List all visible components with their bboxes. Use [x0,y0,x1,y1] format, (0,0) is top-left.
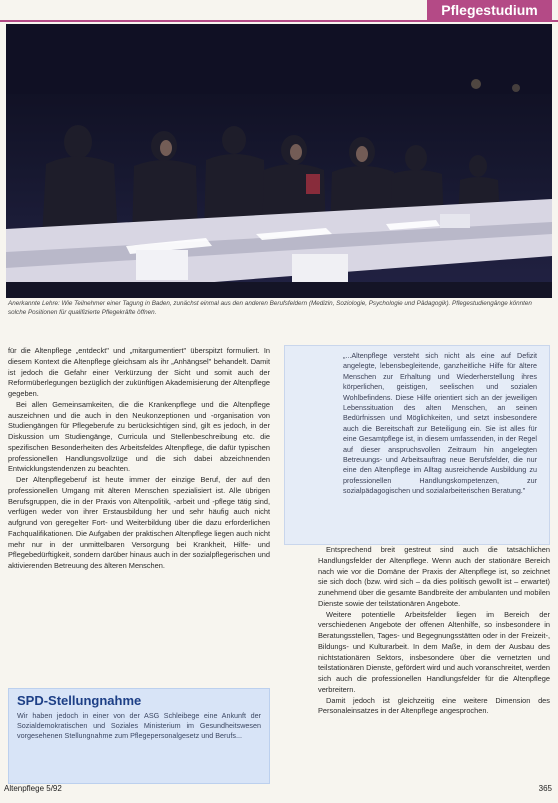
right-paragraph-2: Weitere potentielle Arbeitsfelder liegen im Bereich der verschiedenen Angebote der offenen Altenhilfe, so insbesondere in Beratungsstellen, Tages- und Begegnungsstätten oder in der Freizeit-, Bildungs- und Kulturarbeit. In dem Maße, in dem der Ausbau des nichtstationären Sektors, insbesondere über die vernetzten und teilstationären Dienste, gefördert wird und auch voranschreitet, werden sich auch die professionellen Handlungsfelder für die Altenpflege verbreitern. [318,609,550,694]
journal-footer: Altenpflege 5/92 [4,784,62,793]
left-paragraph-1: für die Altenpflege „entdeckt" und „mitargumentiert" überspitzt formuliert. In diesem Kontext die Altenpflege gleichsam als ihr „Anhängsel" behandelt. Damit ist jedoch die Gefahr einer Verkürzung der Sicht und somit auch der Reformüberlegungen bezüglich der zukünftigen Akademisierung der Altenpflege gegeben. [8,346,270,398]
page-number: 365 [538,784,552,793]
photo-caption: Anerkannte Lehre: Wie Teilnehmer einer Tagung in Baden, zunächst einmal aus den anderen Berufsfeldern (Medizin, Soziologie, Psychologie und Pädagogik). Pflegestudiengänge könnten solche Positionen für qualifizierte Pflegekräfte öffnen. [8,300,532,316]
section-tag: Pflegestudium [427,0,552,20]
left-paragraph-2: Bei allen Gemeinsamkeiten, die die Krankenpflege und die Altenpflege auszeichnen und die auch in den Neukonzeptionen und -organisation von Studiengängen für Pflegeberufe zu berücksichtigen sind, gilt es jedoch, in der Diskussion um Studiengänge, Curricula und Stellenbeschreibung etc. die spezifischen Besonderheiten des Arbeitsfeldes Altenpflege, die dafür typischen professionellen Handlungsvollzüge und die sich dabei abzeichnenden Entwicklungstendenzen zu beachten. [8,399,270,474]
quote-text: „...Altenpflege versteht sich nicht als eine auf Defizit angelegte, lebensbegleitende, ganzheitliche Hilfe für ältere Menschen zur Erhaltung und Wiederherstellung ihres körperlichen, geistigen, seelischen und sozialen Wohlbefindens. Diese Hilfe orientiert sich an der jeweiligen Lebenssituation des alten Menschen, an seinen Bedürfnissen und Möglichkeiten, und setzt insbesondere auch die Bereitschaft zur Beteiligung ein. Sie ist alles für eine Gesamtpflege ist, in diesem umfassenden, in der Regel auf dieser anspruchsvollen Zeitraum hin angelegten Betreuungs- und Arbeitsauftrag neue Berufsfelder, die nur eine den Altenpflege im Alltag ausreichende Ausbildung zu professionellen Handlungskompetenzen, zur sozialpädagogischen und sozialarbeiterischen Beratung." [343,351,537,496]
spd-text: Wir haben jedoch in einer von der ASG Schleibege eine Ankunft der Sozialdemokratischen und Soziales Ministerium im Gesundheitswesen vorgesehenen Stellungnahme zum Pflegepersonalgesetz und Berufs... [17,711,261,740]
right-column [318,545,550,717]
quote-box [284,345,550,545]
spd-title: SPD-Stellungnahme [17,693,142,708]
spd-sidebar-box [8,688,270,784]
left-column [8,346,270,572]
right-paragraph-1: Entsprechend breit gestreut sind auch die tatsächlichen Handlungsfelder der Altenpflege. Wenn auch der stationäre Bereich nach wie vor die Domäne der Praxis der Altenpflege ist, so zeichnet sie sich doch (bzw. wird sich – da dies politisch gewollt ist – erwartet) zunehmend über die gesamte Bandbreite der ambulanten und mobilen Dienste sowie der teilstationären Angebote. [318,545,550,608]
conference-photo [6,24,552,298]
header-rule [0,20,558,22]
conference-photo-illustration [6,24,552,298]
left-paragraph-3: Der Altenpflegeberuf ist heute immer der einzige Beruf, der auf den professionellen Umgang mit älteren Menschen spezialisiert ist. Alle übrigen Berufsgruppen, die in der Praxis von Altenpolitik, -arbeit und -pflege tätig sind, verfügen weder von ihrer Erstausbildung her und sehr häufig auch nicht aufgrund von geregelter Fort- und Weiterbildung über die dazu erforderlichen Fachqualifikationen. Die Aufgaben der praktischen Altenpflege liegen auch nicht mehr nur in der unmittelbaren Versorgung bei Krankheit, Hilfe- und Pflegebedürftigkeit, sondern darüber hinaus auch in der sozialpflegerischen und aktivierenden Betreuung des älteren Menschen. [8,475,270,570]
right-paragraph-3: Damit jedoch ist gleichzeitig eine weitere Dimension des Personaleinsatzes in der Altenpflege angesprochen. [318,695,550,716]
